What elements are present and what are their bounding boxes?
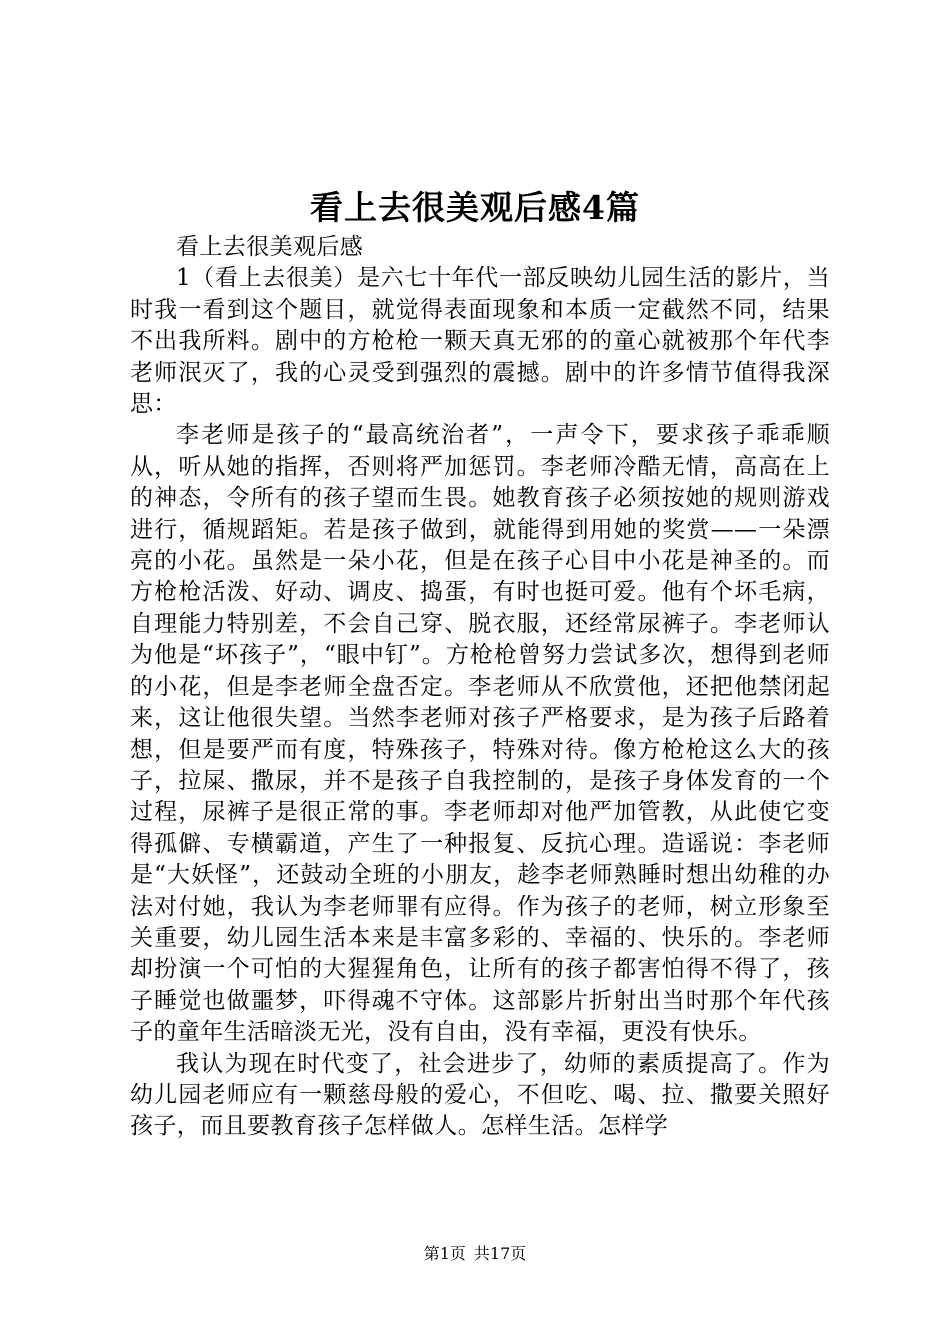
document-body bbox=[130, 232, 830, 1143]
body-paragraph: 1（看上去很美）是六七十年代一部反映幼儿园生活的影片，当时我一看到这个题目，就觉得表面现象和本质一定截然不同，结果不出我所料。剧中的方枪枪一颗天真无邪的的童心就被那个年代李老师泯灭了，我的心灵受到强烈的震撼。剧中的许多情节值得我深思： bbox=[130, 265, 830, 418]
document-title: 看上去很美观后感4篇 bbox=[310, 188, 640, 227]
page-footer bbox=[0, 1243, 950, 1265]
body-paragraph: 李老师是孩子的“最高统治者”，一声令下，要求孩子乖乖顺从，听从她的指挥，否则将严加惩罚。李老师冷酷无情，高高在上的神态，令所有的孩子望而生畏。她教育孩子必须按她的规则游戏进行，循规蹈矩。若是孩子做到，就能得到用她的奖赏——一朵漂亮的小花。虽然是一朵小花，但是在孩子心目中小花是神圣的。而方枪枪活泼、好动、调皮、捣蛋，有时也挺可爱。他有个坏毛病，自理能力特别差，不会自己穿、脱衣服，还经常尿裤子。李老师认为他是“坏孩子”，“眼中钉”。方枪枪曾努力尝试多次，想得到老师的小花，但是李老师全盘否定。李老师从不欣赏他，还把他禁闭起来，这让他很失望。当然李老师对孩子严格要求，是为孩子后路着想，但是要严而有度，特殊孩子，特殊对待。像方枪枪这么大的孩子，拉屎、撒尿，并不是孩子自我控制的，是孩子身体发育的一个过程，尿裤子是很正常的事。李老师却对他严加管教，从此使它变得孤僻、专横霸道，产生了一种报复、反抗心理。造谣说：李老师是“大妖怪”，还鼓动全班的小朋友，趁李老师熟睡时想出幼稚的办法对付她，我认为李老师罪有应得。作为孩子的老师，树立形象至关重要，幼儿园生活本来是丰富多彩的、幸福的、快乐的。李老师却扮演一个可怕的大猩猩角色，让所有的孩子都害怕得不得了，孩子睡觉也做噩梦，吓得魂不守体。这部影片折射出当时那个年代孩子的童年生活暗淡无光，没有自由，没有幸福，更没有快乐。 bbox=[130, 422, 830, 1046]
body-paragraph: 我认为现在时代变了，社会进步了，幼师的素质提高了。作为幼儿园老师应有一颗慈母般的爱心，不但吃、喝、拉、撒要关照好孩子，而且要教育孩子怎样做人。怎样生活。怎样学 bbox=[130, 1050, 830, 1140]
page-number: 第1页 bbox=[423, 1244, 466, 1263]
section-heading: 看上去很美观后感 bbox=[176, 234, 364, 260]
page-total: 共17页 bbox=[473, 1244, 527, 1263]
